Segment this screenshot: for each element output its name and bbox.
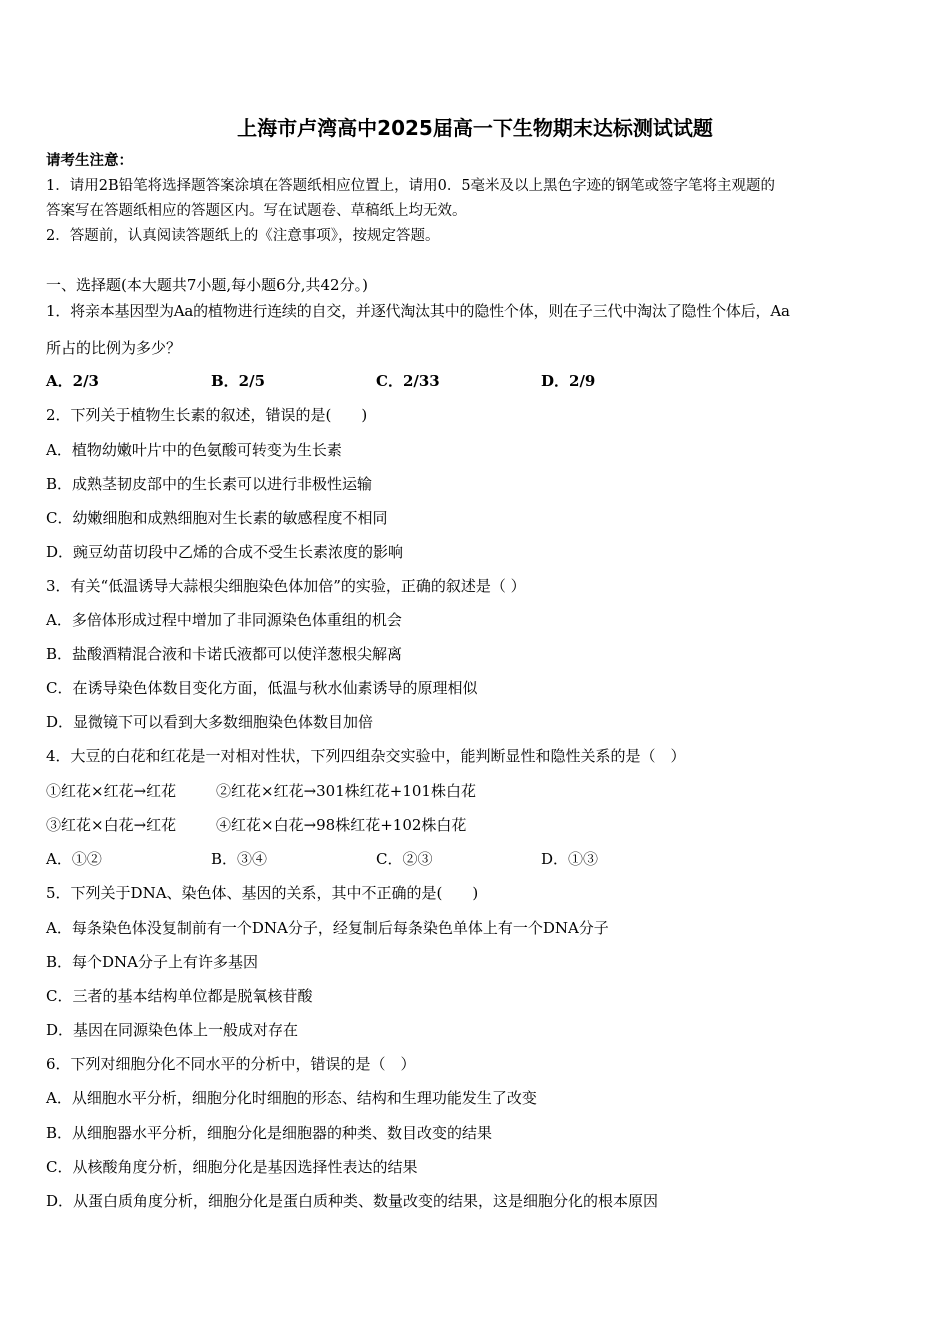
q1-option-c: C．2/33 xyxy=(376,372,440,390)
q2-stem: 2．下列关于植物生长素的叙述，错误的是( ) xyxy=(46,406,368,424)
section-heading: 一、选择题(本大题共7小题,每小题6分,共42分。) xyxy=(46,276,368,294)
q4-option-a: A．①② xyxy=(46,850,102,868)
notice-item-1-line-2: 答案写在答题纸相应的答题区内。写在试题卷、草稿纸上均无效。 xyxy=(46,203,467,219)
q4-cross-2: ②红花×红花→301株红花+101株白花 xyxy=(216,782,476,800)
notice-heading: 请考生注意： xyxy=(46,152,133,169)
q6-option-b: B．从细胞器水平分析，细胞分化是细胞器的种类、数目改变的结果 xyxy=(46,1124,493,1142)
q3-option-b: B．盐酸酒精混合液和卡诺氏液都可以使洋葱根尖解离 xyxy=(46,645,403,663)
q3-option-c: C．在诱导染色体数目变化方面，低温与秋水仙素诱导的原理相似 xyxy=(46,679,478,697)
q4-stem: 4．大豆的白花和红花是一对相对性状，下列四组杂交实验中，能判断显性和隐性关系的是（ ） xyxy=(46,747,686,765)
q6-stem: 6．下列对细胞分化不同水平的分析中，错误的是（ ） xyxy=(46,1055,416,1073)
q2-option-a: A．植物幼嫩叶片中的色氨酸可转变为生长素 xyxy=(46,441,342,459)
q6-option-d: D．从蛋白质角度分析，细胞分化是蛋白质种类、数量改变的结果，这是细胞分化的根本原因 xyxy=(46,1192,659,1210)
q1-option-a: A．2/3 xyxy=(46,372,99,390)
q1-option-d: D．2/9 xyxy=(541,372,596,390)
notice-item-1-line-1: 1．请用2B铅笔将选择题答案涂填在答题纸相应位置上，请用0．5毫米及以上黑色字迹的钢笔或签字笔将主观题的 xyxy=(46,178,776,194)
q5-stem: 5．下列关于DNA、染色体、基因的关系，其中不正确的是( ) xyxy=(46,884,479,902)
q5-option-a: A．每条染色体没复制前有一个DNA分子，经复制后每条染色单体上有一个DNA分子 xyxy=(46,919,609,937)
q1-stem-line-2: 所占的比例为多少？ xyxy=(46,339,182,357)
q4-cross-3: ③红花×白花→红花 xyxy=(46,816,177,834)
q4-cross-4: ④红花×白花→98株红花+102株白花 xyxy=(216,816,467,834)
q1-stem-line-1: 1．将亲本基因型为Aa的植物进行连续的自交，并逐代淘汰其中的隐性个体，则在子三代中淘汰了隐性个体后，Aa xyxy=(46,302,790,320)
q5-option-b: B．每个DNA分子上有许多基因 xyxy=(46,953,259,971)
q3-stem: 3．有关“低温诱导大蒜根尖细胞染色体加倍”的实验，正确的叙述是（ ） xyxy=(46,577,526,595)
notice-item-2: 2．答题前，认真阅读答题纸上的《注意事项》，按规定答题。 xyxy=(46,228,440,244)
q4-option-b: B．③④ xyxy=(211,850,268,868)
q4-cross-1: ①红花×红花→红花 xyxy=(46,782,177,800)
q5-option-c: C．三者的基本结构单位都是脱氧核苷酸 xyxy=(46,987,313,1005)
q4-option-c: C．②③ xyxy=(376,850,433,868)
q5-option-d: D．基因在同源染色体上一般成对存在 xyxy=(46,1021,299,1039)
q4-option-d: D．①③ xyxy=(541,850,599,868)
q3-option-d: D．显微镜下可以看到大多数细胞染色体数目加倍 xyxy=(46,713,374,731)
q2-option-d: D．豌豆幼苗切段中乙烯的合成不受生长素浓度的影响 xyxy=(46,543,404,561)
q1-option-b: B．2/5 xyxy=(211,372,266,390)
q3-option-a: A．多倍体形成过程中增加了非同源染色体重组的机会 xyxy=(46,611,402,629)
q2-option-b: B．成熟茎韧皮部中的生长素可以进行非极性运输 xyxy=(46,475,373,493)
page-title: 上海市卢湾高中2025届高一下生物期末达标测试试题 xyxy=(237,116,713,140)
q6-option-a: A．从细胞水平分析，细胞分化时细胞的形态、结构和生理功能发生了改变 xyxy=(46,1089,537,1107)
q6-option-c: C．从核酸角度分析，细胞分化是基因选择性表达的结果 xyxy=(46,1158,418,1176)
q2-option-c: C．幼嫩细胞和成熟细胞对生长素的敏感程度不相同 xyxy=(46,509,388,527)
